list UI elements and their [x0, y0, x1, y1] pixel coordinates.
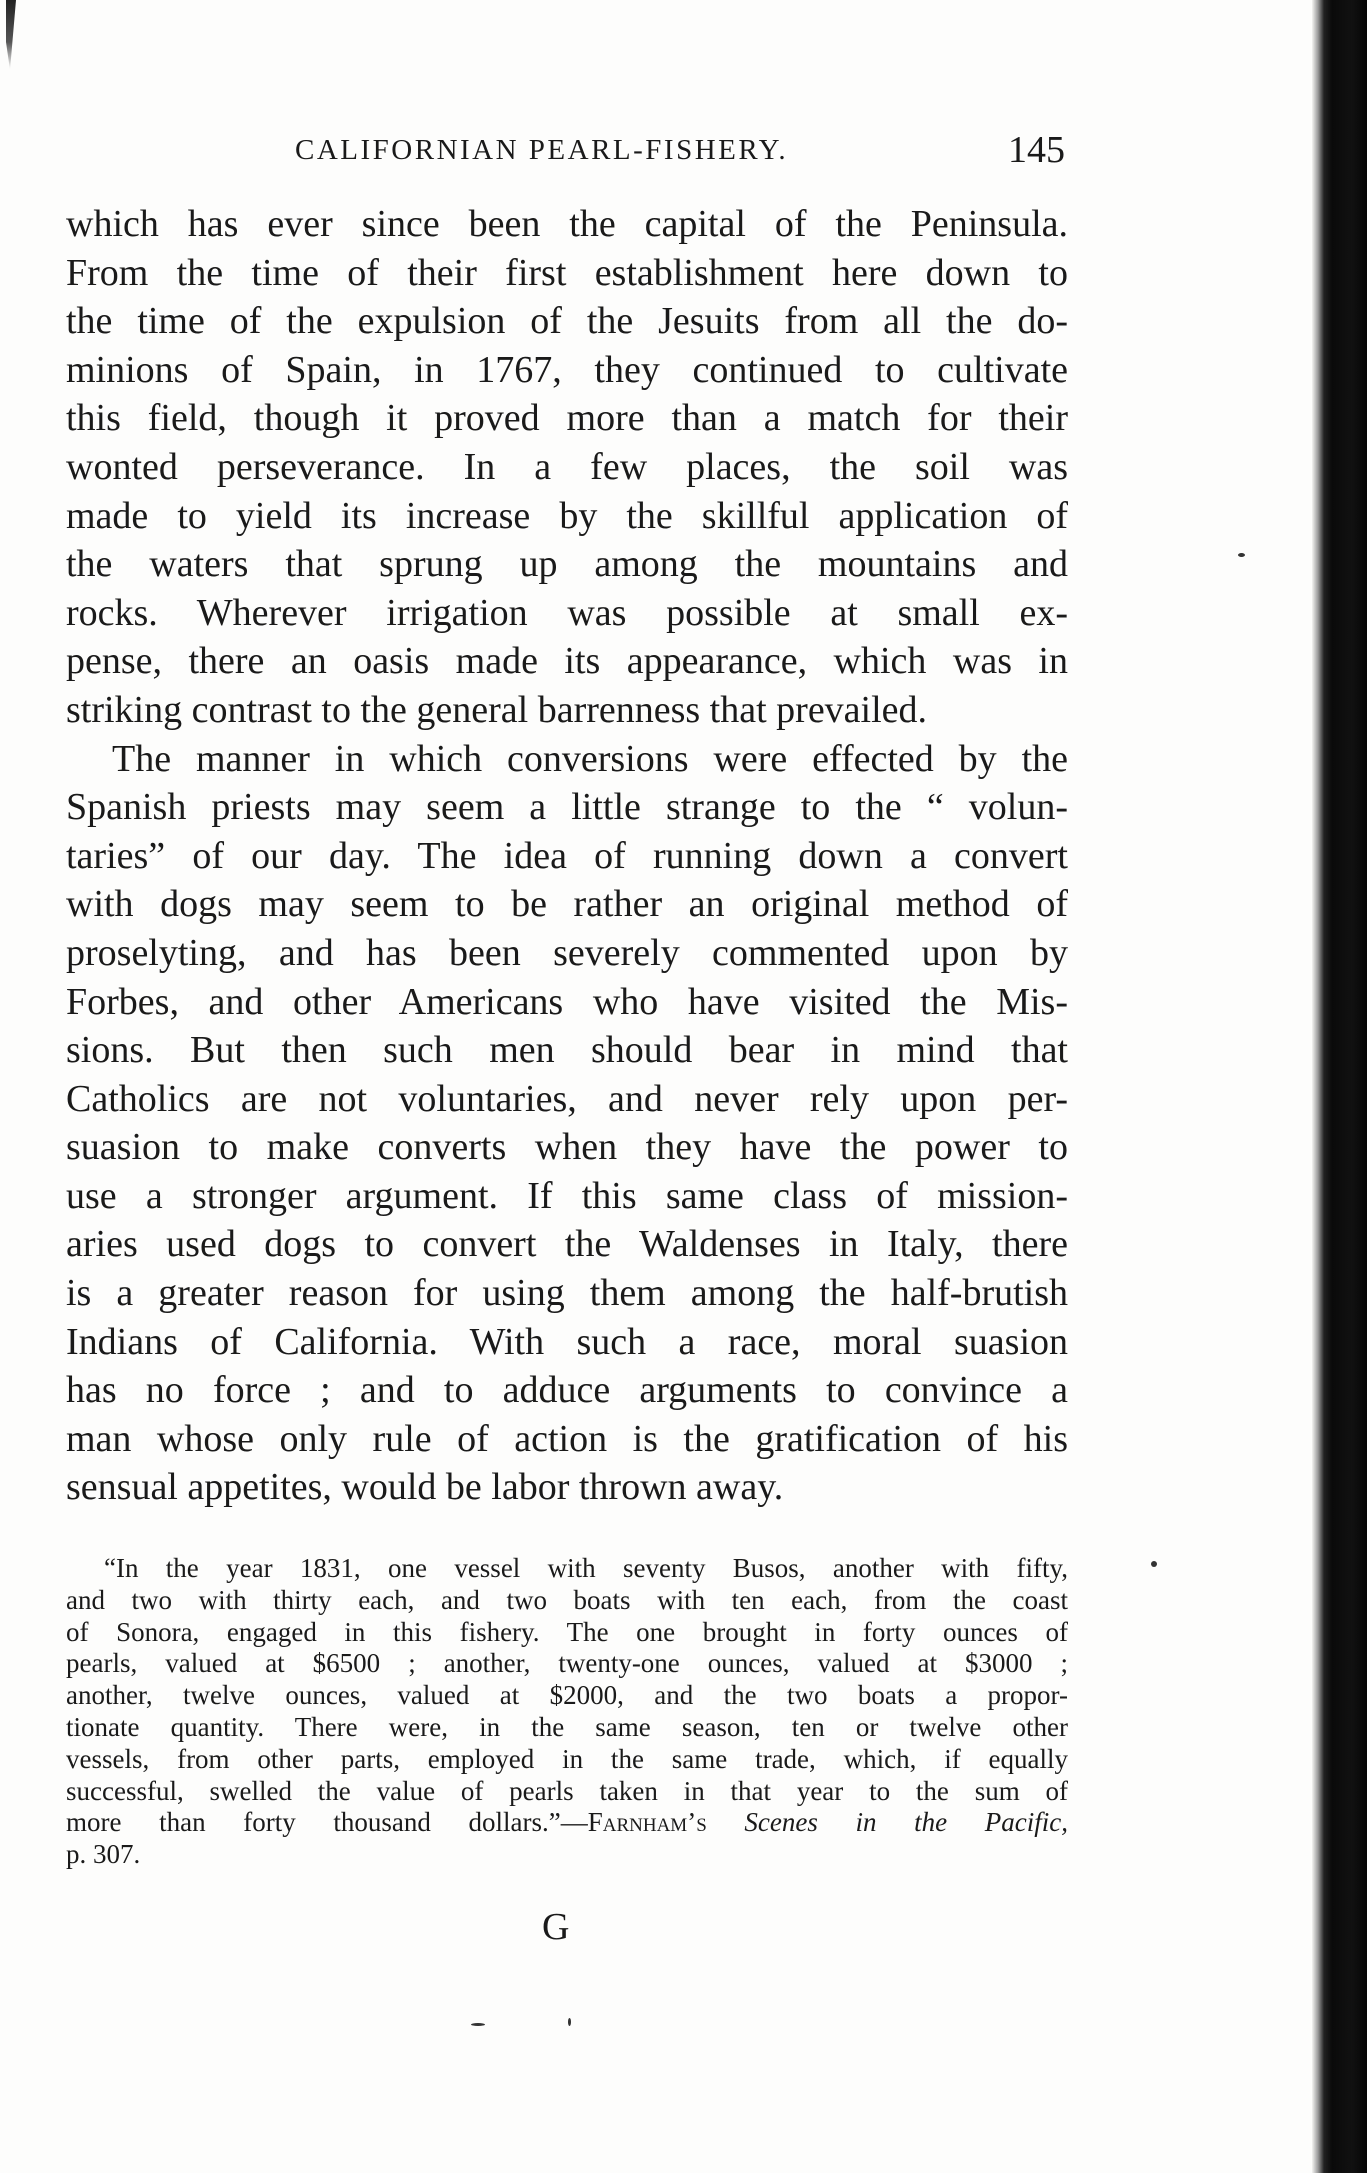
footnote-line: tionate quantity. There were, in the same season, ten or twelve other: [66, 1711, 1068, 1742]
text-line: which has ever since been the capital of the Peninsula.: [66, 203, 1068, 245]
text-line: has no force ; and to adduce arguments to convince a: [66, 1369, 1068, 1412]
footnote-line: pearls, valued at $6500 ; another, twenty-one ounces, valued at $3000 ;: [66, 1648, 1068, 1679]
text-line: sensual appetites, would be labor thrown away.: [66, 1466, 784, 1509]
footnote-citation-prefix: more than forty thousand dollars.”—: [66, 1807, 588, 1838]
text-line: From the time of their first establishment here down to: [66, 251, 1068, 294]
text-line: with dogs may seem to be rather an original method of: [66, 883, 1068, 926]
text-line: use a stronger argument. If this same class of mission-: [66, 1174, 1068, 1217]
text-line: rocks. Wherever irrigation was possible at small ex-: [66, 591, 1068, 634]
text-line: proselyting, and has been severely commented upon by: [66, 931, 1068, 974]
footnote-author: Farnham’s: [587, 1807, 707, 1838]
text-line: this field, though it proved more than a match for their: [66, 397, 1068, 440]
text-line: Indians of California. With such a race, moral suasion: [66, 1320, 1068, 1363]
corner-ink-mark: [6, 0, 16, 70]
text-line: Forbes, and other Americans who have visited the Mis-: [66, 980, 1068, 1023]
page-number: 145: [1008, 129, 1065, 171]
text-line: is a greater reason for using them among the half-brutish: [66, 1272, 1068, 1315]
footnote-line: another, twelve ounces, valued at $2000, and the two boats a propor-: [66, 1680, 1068, 1711]
ink-speck: [568, 2018, 571, 2026]
text-line: made to yield its increase by the skillful application of: [66, 494, 1068, 537]
running-head: [295, 128, 1065, 178]
ink-speck: [1151, 1561, 1157, 1567]
footnote-line: “In the year 1831, one vessel with seventy Busos, another with fifty,: [104, 1553, 1068, 1583]
text-line: striking contrast to the general barrenness that prevailed.: [66, 688, 928, 731]
text-line: wonted perseverance. In a few places, the soil was: [66, 445, 1068, 488]
text-line: the time of the expulsion of the Jesuits from all the do-: [66, 300, 1068, 343]
text-line: pense, there an oasis made its appearance, which was in: [66, 640, 1068, 683]
text-line: minions of Spain, in 1767, they continued to cultivate: [66, 348, 1068, 391]
footnote-line: of Sonora, engaged in this fishery. The one brought in forty ounces of: [66, 1616, 1068, 1647]
ink-speck: [471, 2023, 485, 2026]
text-line: the waters that sprung up among the mountains and: [66, 543, 1068, 586]
text-line: man whose only rule of action is the gratification of his: [66, 1417, 1068, 1460]
ink-speck: [1238, 553, 1245, 557]
footnote: [66, 1553, 1068, 1871]
text-line: suasion to make converts when they have the power to: [66, 1126, 1068, 1169]
signature-mark: G: [542, 1906, 570, 1948]
footnote-page-ref: p. 307.: [66, 1839, 141, 1870]
text-line: sions. But then such men should bear in mind that: [66, 1029, 1068, 1072]
footnote-line: successful, swelled the value of pearls taken in that year to the sum of: [66, 1775, 1068, 1806]
footnote-citation-line: [66, 1807, 1068, 1839]
text-line: aries used dogs to convert the Waldenses in Italy, there: [66, 1223, 1068, 1266]
text-line: Spanish priests may seem a little strange to the “ volun-: [66, 786, 1068, 829]
text-line: Catholics are not voluntaries, and never rely upon per-: [66, 1077, 1068, 1120]
main-text: [66, 200, 1068, 1512]
binding-edge: [1312, 0, 1367, 2173]
text-line: taries” of our day. The idea of running down a convert: [66, 834, 1068, 877]
text-line: The manner in which conversions were effected by the: [112, 737, 1068, 780]
footnote-line: and two with thirty each, and two boats with ten each, from the coast: [66, 1584, 1068, 1615]
running-title: CALIFORNIAN PEARL-FISHERY.: [295, 134, 789, 166]
footnote-work-title: Scenes in the Pacific,: [744, 1807, 1068, 1838]
footnote-line: vessels, from other parts, employed in the same trade, which, if equally: [66, 1743, 1068, 1774]
